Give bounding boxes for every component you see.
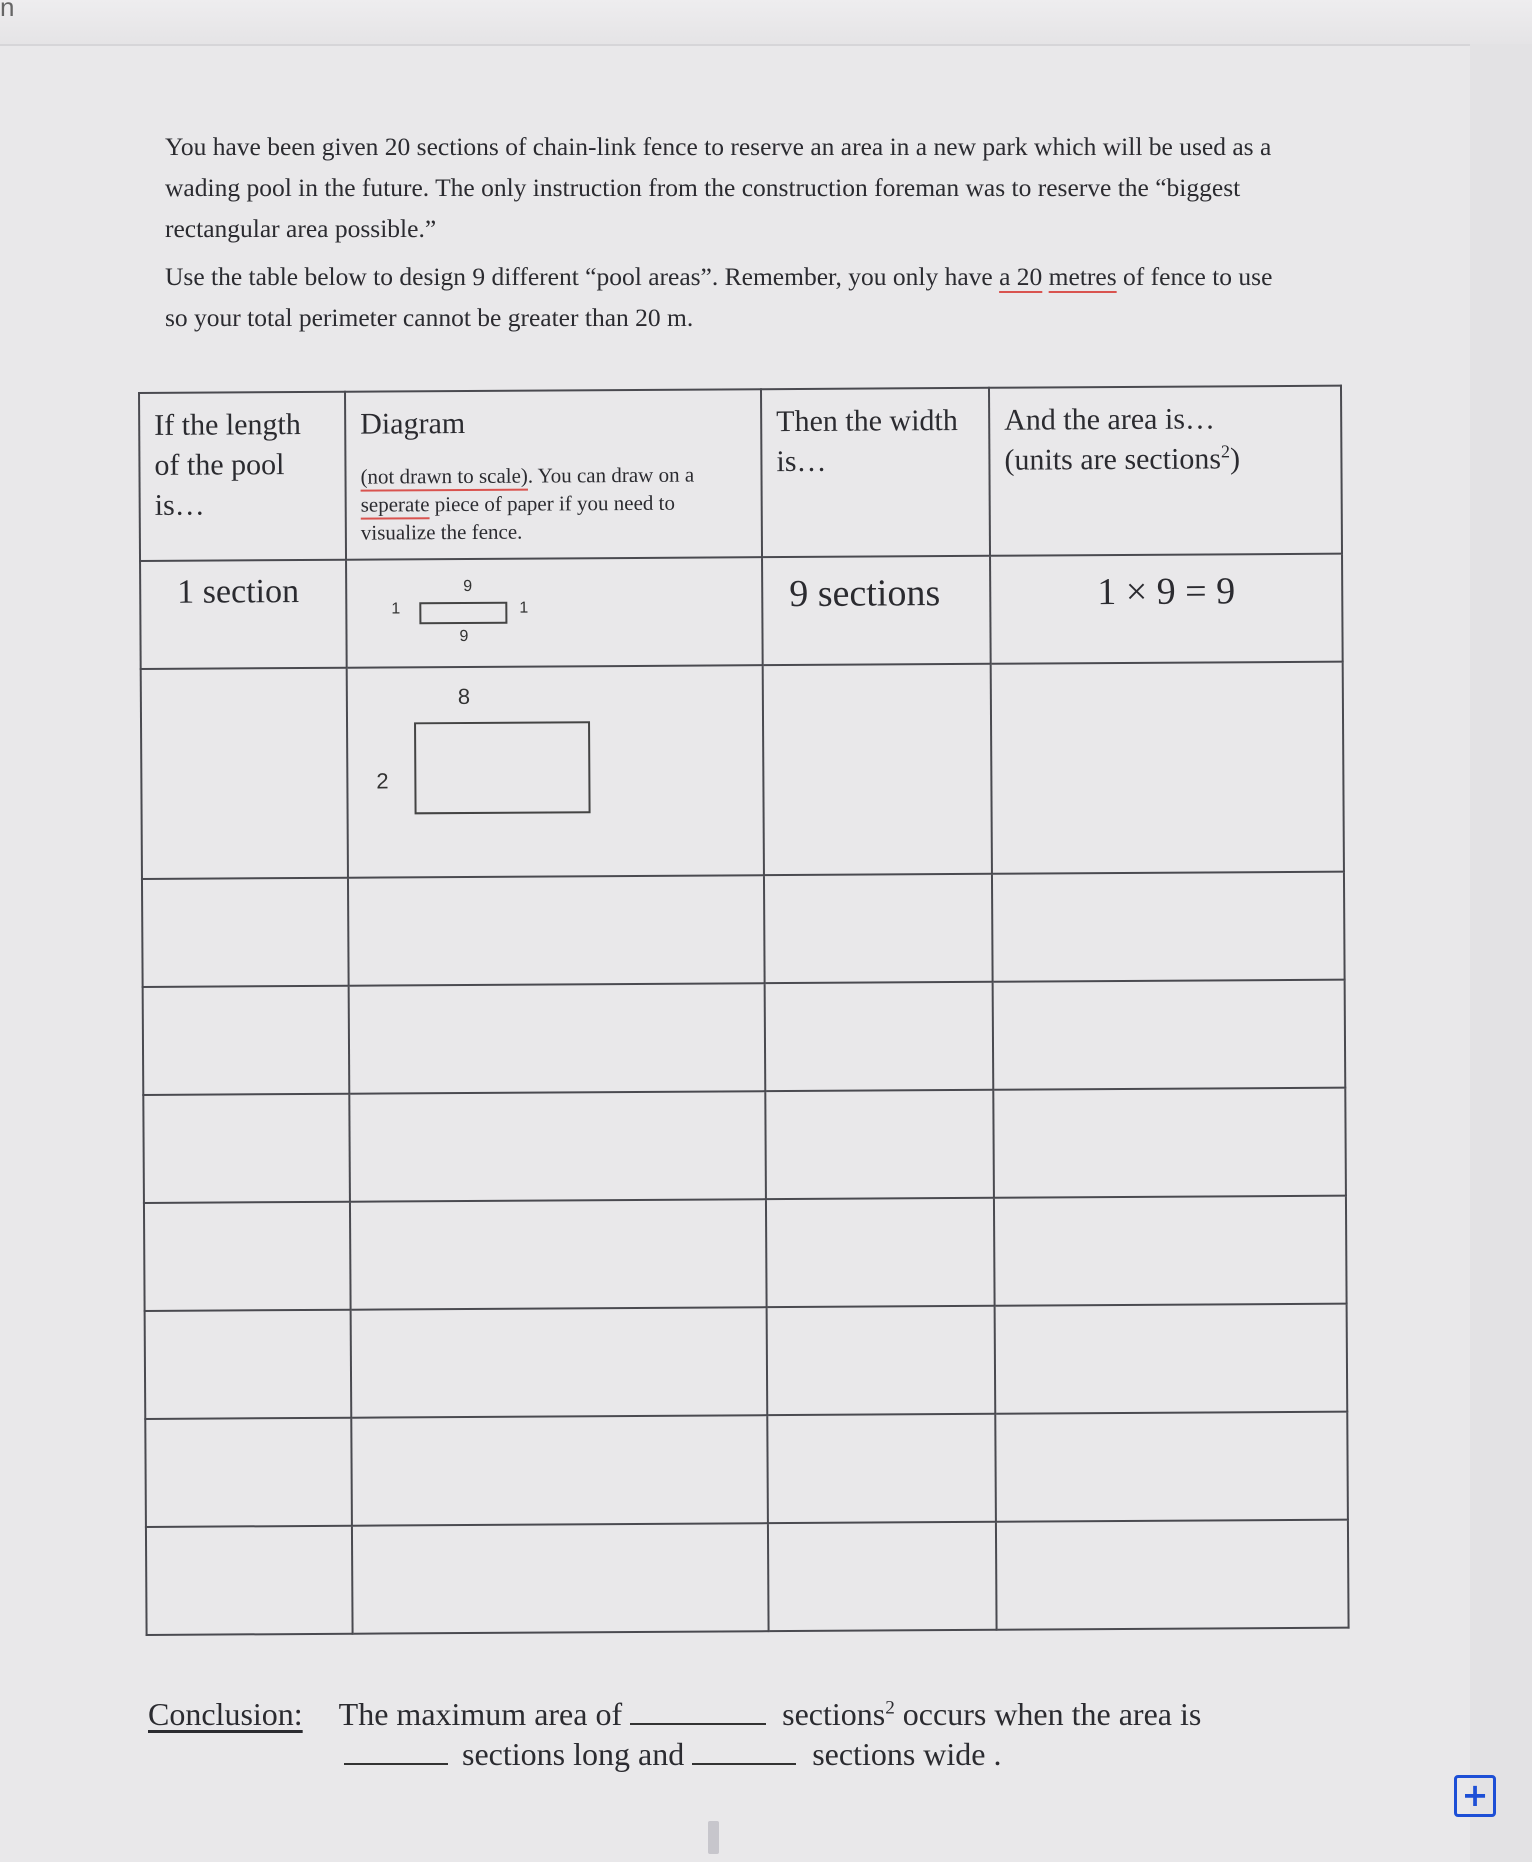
diagram-cell[interactable]	[348, 875, 765, 986]
units-text: (units are sections	[1004, 442, 1222, 477]
length-cell[interactable]	[146, 1526, 353, 1635]
diagram-cell[interactable]	[349, 983, 766, 1094]
area-cell[interactable]	[996, 1520, 1349, 1630]
length-cell[interactable]	[144, 1202, 351, 1311]
diagram-cell[interactable]	[351, 1415, 768, 1526]
diagram-top-label: 9	[463, 577, 473, 596]
conclusion-block	[148, 1694, 1348, 1774]
width-cell[interactable]	[763, 664, 992, 875]
length-cell[interactable]	[143, 1094, 350, 1203]
diagram-cell[interactable]	[350, 1199, 767, 1310]
area-cell[interactable]	[991, 662, 1344, 874]
conclusion-text-5: sections wide .	[812, 1736, 1002, 1772]
width-cell[interactable]	[765, 1090, 994, 1199]
example-length-cell	[140, 560, 347, 669]
conclusion-line-2	[148, 1734, 1348, 1774]
area-cell[interactable]	[993, 980, 1346, 1090]
diagram-right-label: 1	[519, 599, 529, 617]
text-cursor-bar	[708, 1821, 719, 1854]
note-part-b: . You can draw on a	[527, 462, 695, 488]
header-diagram	[345, 389, 762, 560]
example-width-cell	[762, 556, 991, 665]
header-area	[989, 386, 1342, 556]
corner-label: n	[0, 0, 15, 22]
table-header-row	[139, 386, 1342, 561]
width-blank[interactable]	[692, 1735, 796, 1765]
length-blank[interactable]	[344, 1735, 448, 1765]
intro-text: You have been given 20 sections of chain-link fence to reserve an area in a new park which will be used as a wading pool in the future. The only instruction from the construction foreman was to reserve the “biggest rectangular area possible.”	[165, 132, 1272, 243]
width-cell[interactable]	[765, 982, 994, 1091]
conclusion-text-2: sections	[782, 1696, 886, 1732]
example-area-cell	[990, 554, 1343, 664]
conclusion-label: Conclusion:	[148, 1696, 303, 1732]
diagram-cell[interactable]	[349, 1091, 766, 1202]
area-cell[interactable]	[992, 872, 1345, 982]
area-cell[interactable]	[994, 1196, 1347, 1306]
length-cell[interactable]	[145, 1418, 352, 1527]
instructions-text-start: Use the table below to design 9 different “pool areas”. Remember, you only have	[165, 262, 1000, 291]
table-row	[143, 1088, 1346, 1203]
example-area: 1 × 9 = 9	[1097, 570, 1236, 614]
pool-design-table	[138, 385, 1350, 1636]
width-cell[interactable]	[764, 874, 993, 983]
intro-paragraph	[165, 126, 1285, 249]
area-cell[interactable]	[995, 1412, 1348, 1522]
length-cell[interactable]	[145, 1310, 352, 1419]
example-rectangle	[419, 602, 507, 625]
length-cell[interactable]	[142, 878, 349, 987]
right-margin-strip	[1470, 44, 1532, 1862]
width-cell[interactable]	[767, 1306, 996, 1415]
example-length: 1 section	[177, 573, 300, 611]
table-row	[140, 554, 1343, 669]
conclusion-text-4: sections long and	[462, 1736, 685, 1772]
note-part-d: piece of paper if you need to visualize the fence.	[360, 490, 676, 545]
header-length-text: If the length of the pool is…	[154, 408, 301, 522]
length-cell[interactable]	[141, 668, 348, 879]
example-diagram	[347, 558, 762, 667]
header-length	[139, 392, 346, 561]
width-cell[interactable]	[768, 1522, 997, 1631]
conclusion-superscript: 2	[885, 1697, 895, 1719]
conclusion-text-3: occurs when the area is	[894, 1696, 1202, 1732]
length-cell[interactable]	[143, 986, 350, 1095]
note-seperate: seperate	[360, 492, 430, 517]
top-toolbar	[0, 0, 1532, 46]
underlined-a-20: a 20	[999, 262, 1043, 291]
diagram-left-label: 2	[376, 768, 389, 794]
diagram-cell[interactable]	[347, 665, 764, 878]
header-diagram-title: Diagram	[360, 407, 466, 441]
conclusion-line-1	[148, 1694, 1348, 1734]
area-cell[interactable]	[995, 1304, 1348, 1414]
worksheet-page	[0, 44, 1470, 1862]
diagram-bottom-label: 9	[459, 627, 469, 646]
diagram-cell[interactable]	[351, 1307, 768, 1418]
diagram-left-label: 1	[391, 600, 401, 618]
header-area-title: And the area is…	[1004, 402, 1216, 437]
second-diagram	[348, 666, 763, 877]
table-row	[143, 980, 1346, 1095]
units-close: )	[1229, 442, 1241, 476]
second-rectangle	[414, 721, 591, 814]
table-row	[144, 1196, 1347, 1311]
header-width-text: Then the width is…	[776, 403, 958, 479]
diagram-cell[interactable]	[352, 1523, 769, 1634]
area-cell[interactable]	[993, 1088, 1346, 1198]
example-width: 9 sections	[789, 572, 941, 616]
table-row	[141, 662, 1344, 879]
width-cell[interactable]	[766, 1198, 995, 1307]
underlined-metres: metres	[1048, 262, 1117, 291]
header-diagram-note	[360, 460, 747, 546]
example-diagram-cell	[346, 557, 763, 668]
conclusion-text-1: The maximum area of	[338, 1696, 623, 1732]
table-row	[145, 1304, 1348, 1419]
header-area-units	[1004, 439, 1326, 481]
table-row	[142, 872, 1345, 987]
table-row	[145, 1412, 1348, 1527]
instructions-paragraph	[165, 256, 1285, 338]
max-area-blank[interactable]	[630, 1695, 766, 1725]
units-superscript: 2	[1220, 441, 1231, 462]
note-not-drawn-to-scale: (not drawn to scale)	[360, 463, 528, 489]
plus-icon: +	[1461, 1776, 1489, 1814]
add-box-button[interactable]	[1454, 1775, 1496, 1817]
header-width	[761, 388, 990, 557]
diagram-top-label: 8	[457, 683, 471, 710]
instructions-text-end: of fence to use so your total perimeter cannot be greater than 20 m.	[165, 262, 1273, 332]
width-cell[interactable]	[767, 1414, 996, 1523]
table-row	[146, 1520, 1349, 1635]
